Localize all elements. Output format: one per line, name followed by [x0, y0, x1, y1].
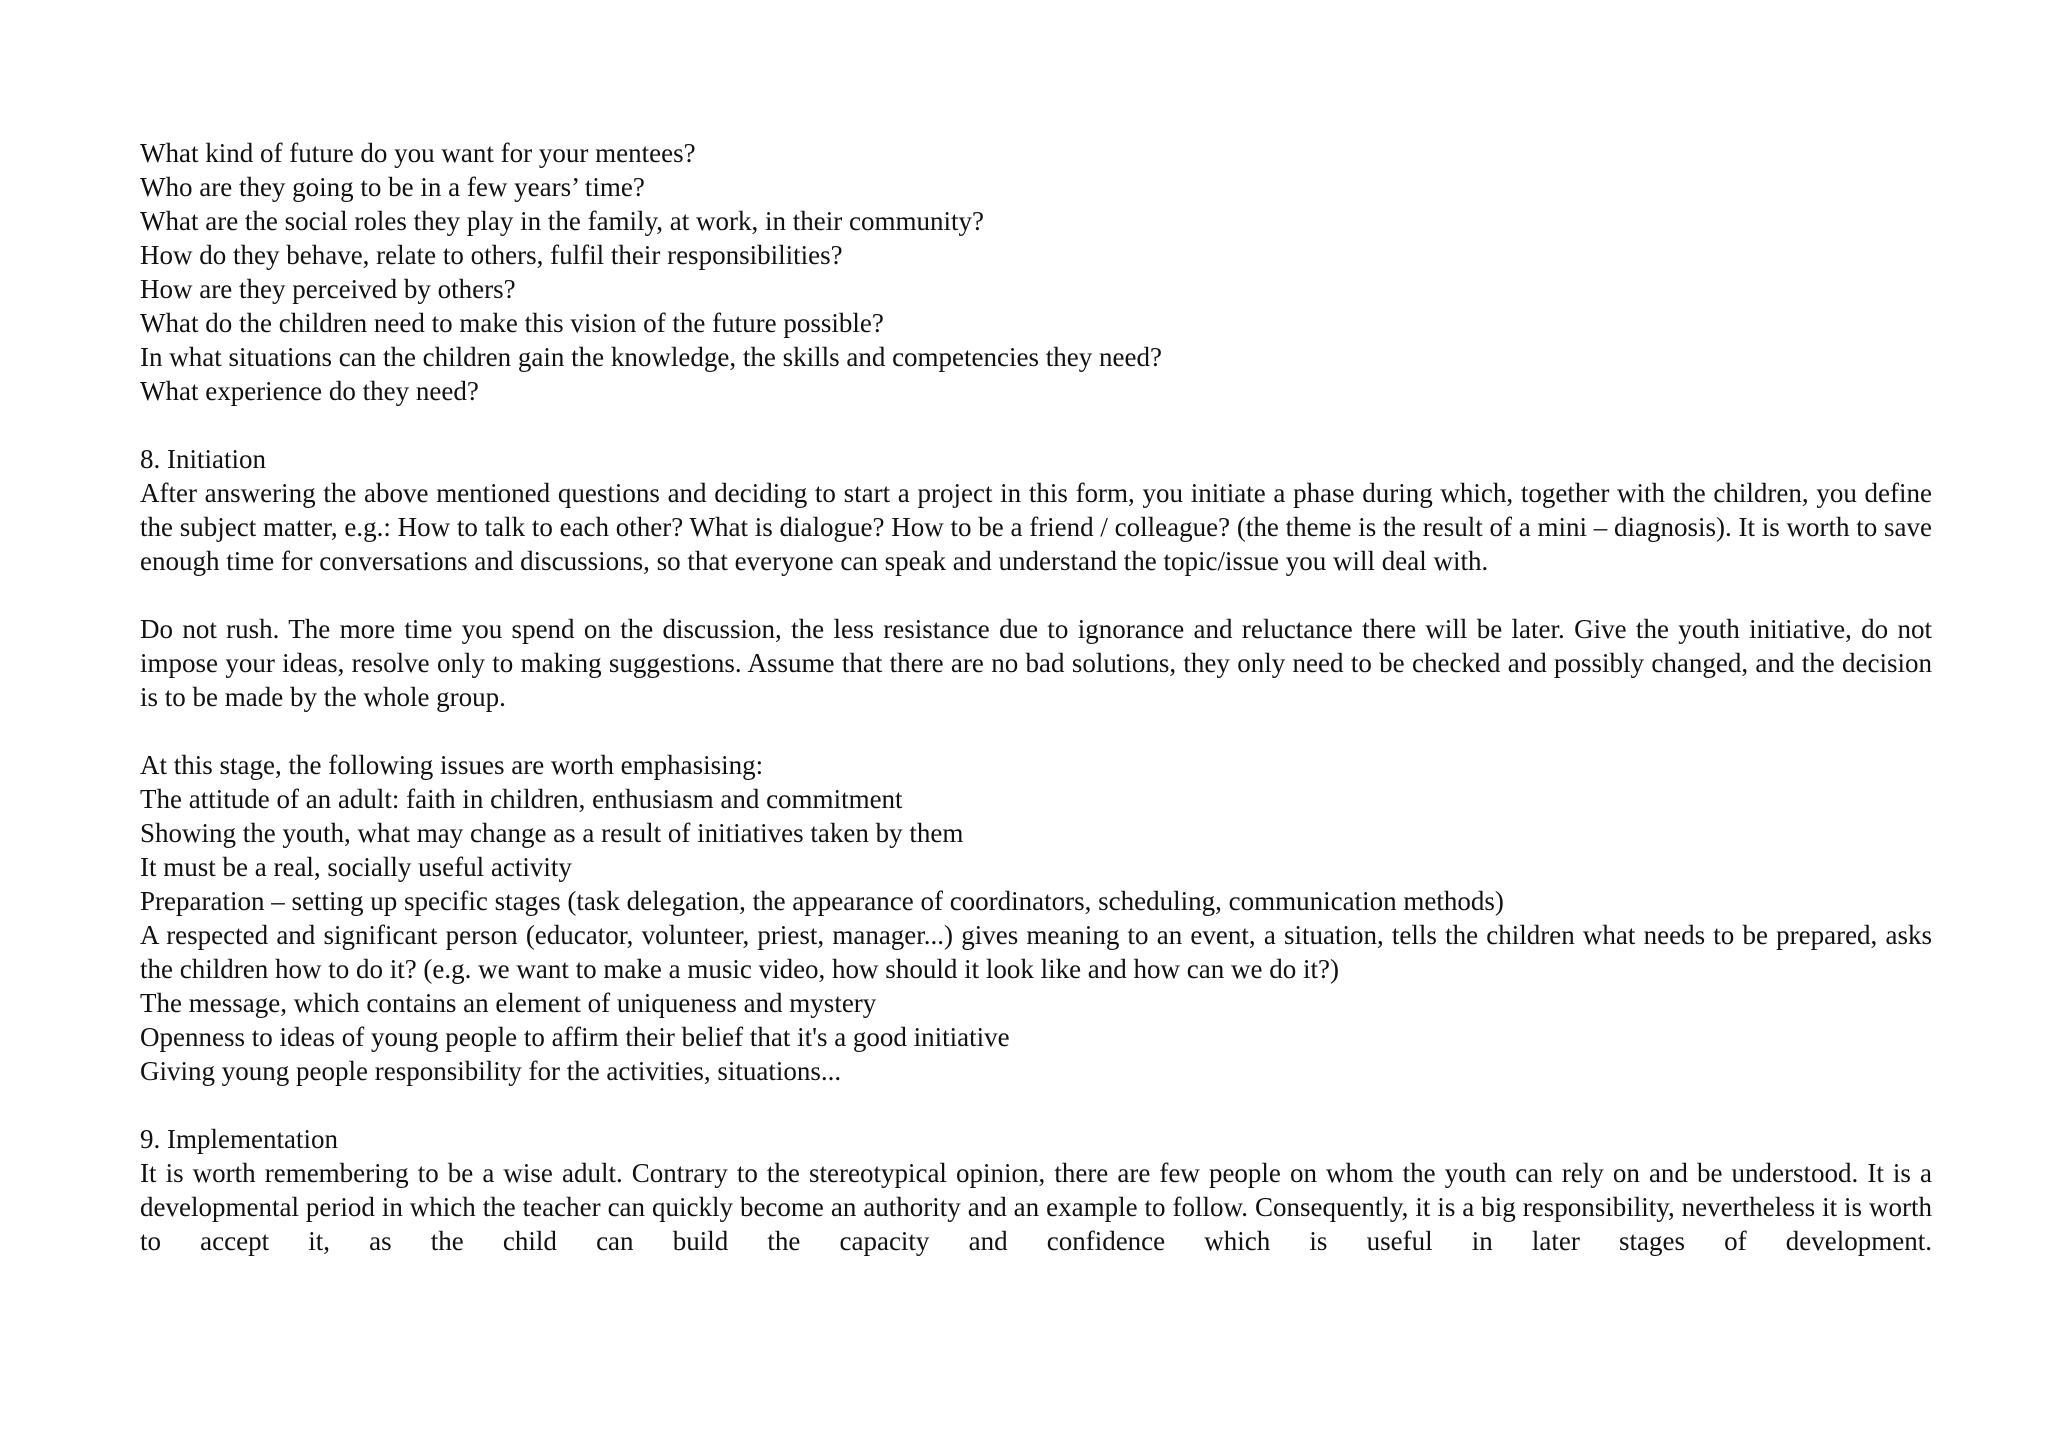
question-line: In what situations can the children gain the knowledge, the skills and competencies they need? [140, 342, 1162, 372]
issue-item: Openness to ideas of young people to affirm their belief that it's a good initiative [140, 1022, 1010, 1052]
spacer [140, 714, 1932, 748]
initiation-paragraph-1: After answering the above mentioned questions and deciding to start a project in this form, you initiate a phase during which, together with the children, you define the subject matter, e.g.: How to talk to each other? What is dialogue? How to be a friend / colleague? (the theme is the result of a mini – diagnosis). It is worth to save enough time for conversations and discussions, so that everyone can speak and understand the topic/issue you will deal with. [140, 478, 1932, 576]
question-line: What kind of future do you want for your mentees? [140, 138, 696, 168]
spacer [140, 578, 1932, 612]
question-line: How are they perceived by others? [140, 274, 516, 304]
question-line: What experience do they need? [140, 376, 479, 406]
spacer [140, 1088, 1932, 1122]
implementation-paragraph-1: It is worth remembering to be a wise adult. Contrary to the stereotypical opinion, there are few people on whom the youth can rely on and be understood. It is a developmental period in which the teacher can quickly become an authority and an example to follow. Consequently, it is a big responsibility, nevertheless it is worth to accept it, as the child can build the capacity and confidence which is useful in later stages of development. [140, 1158, 1932, 1256]
initiation-paragraph-2: Do not rush. The more time you spend on the discussion, the less resistance due to ignorance and reluctance there will be later. Give the youth initiative, do not impose your ideas, resolve only to making suggestions. Assume that there are no bad solutions, they only need to be checked and possibly changed, and the decision is to be made by the whole group. [140, 614, 1932, 712]
intro-question-list [140, 136, 1932, 408]
issue-item: Preparation – setting up specific stages (task delegation, the appearance of coordinators, scheduling, communication methods) [140, 886, 1504, 916]
question-line: Who are they going to be in a few years’ time? [140, 172, 645, 202]
question-line: How do they behave, relate to others, fulfil their responsibilities? [140, 240, 843, 270]
issue-item: Showing the youth, what may change as a result of initiatives taken by them [140, 818, 964, 848]
issues-list [140, 782, 1932, 1088]
issue-item: The attitude of an adult: faith in children, enthusiasm and commitment [140, 784, 903, 814]
document-page [140, 136, 1932, 1258]
section-heading-implementation: 9. Implementation [140, 1124, 338, 1154]
section-heading-initiation: 8. Initiation [140, 444, 266, 474]
issue-item: The message, which contains an element of uniqueness and mystery [140, 988, 877, 1018]
issues-intro: At this stage, the following issues are worth emphasising: [140, 750, 764, 780]
question-line: What do the children need to make this vision of the future possible? [140, 308, 884, 338]
question-line: What are the social roles they play in the family, at work, in their community? [140, 206, 984, 236]
spacer [140, 408, 1932, 442]
issue-item: It must be a real, socially useful activity [140, 852, 572, 882]
issue-item: Giving young people responsibility for the activities, situations... [140, 1056, 842, 1086]
issue-item: A respected and significant person (educator, volunteer, priest, manager...) gives meaning to an event, a situation, tells the children what needs to be prepared, asks the children how to do it? (e.g. we want to make a music video, how should it look like and how can we do it?) [140, 920, 1932, 984]
